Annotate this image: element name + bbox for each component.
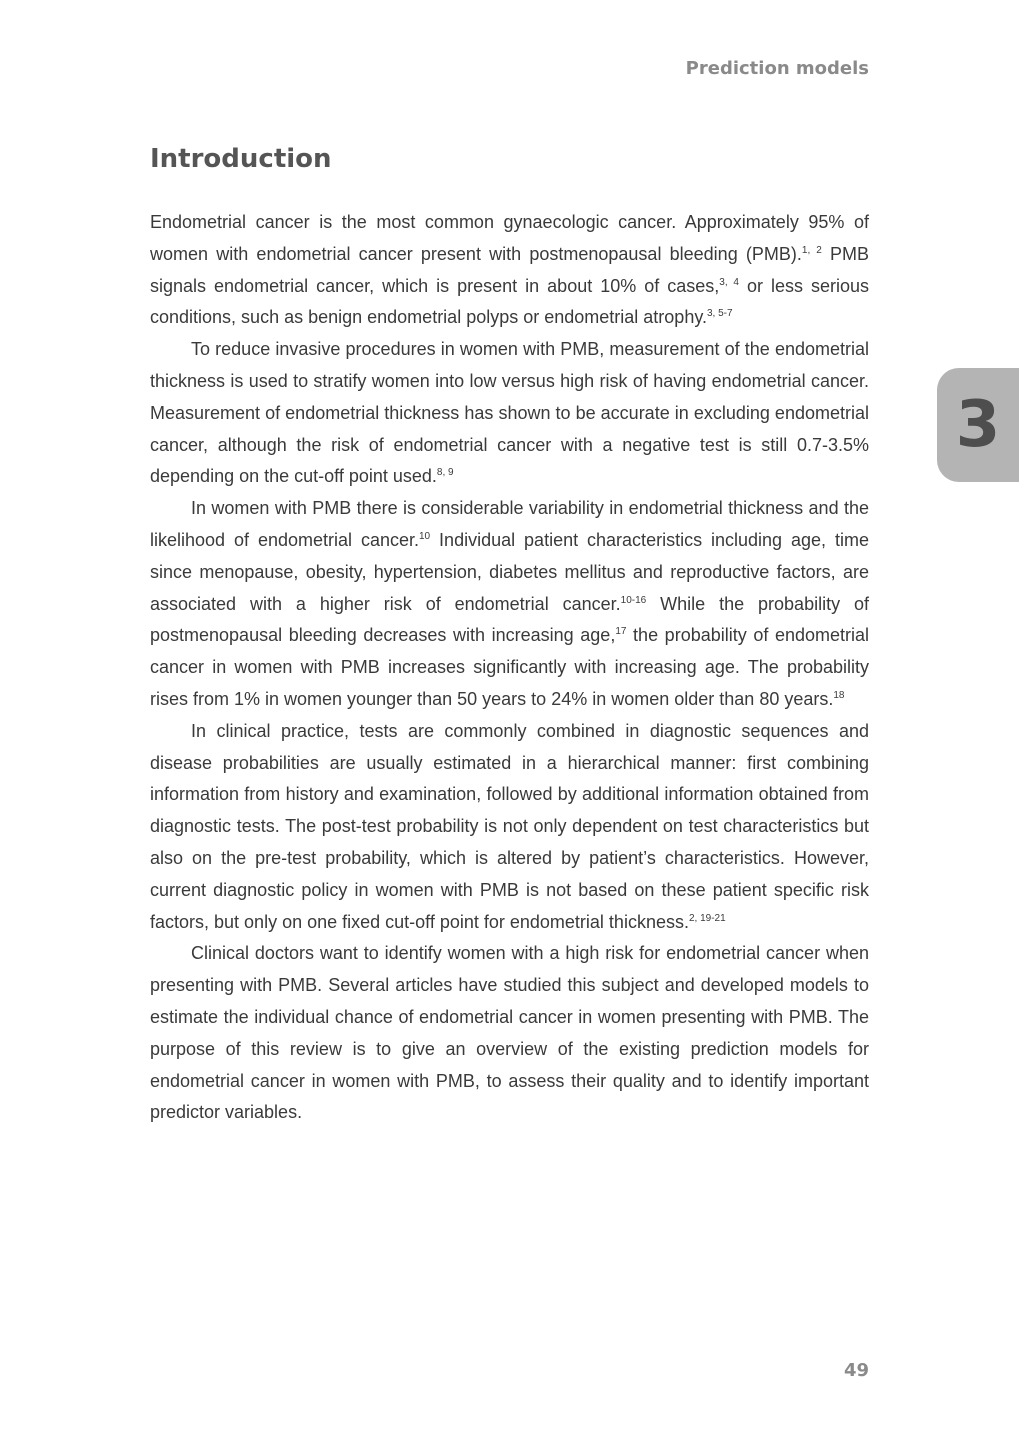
paragraph-1 [150, 207, 869, 334]
paragraph-5 [150, 938, 869, 1129]
paragraph-4 [150, 716, 869, 939]
page-content [150, 144, 869, 1129]
running-header: Prediction models [685, 58, 869, 79]
page-number: 49 [843, 1360, 869, 1381]
paragraph-2 [150, 334, 869, 493]
citation: 1, 2 [801, 244, 822, 256]
citation: 18 [833, 689, 845, 701]
text-segment: the probability of endometrial cancer in women with PMB increases significantly with increasing age. The probability rises from 1% in women younger than 50 years to 24% in women older than 80 years. [150, 625, 870, 709]
text-segment: In women with PMB there is considerable variability in endometrial thickness and the likelihood of endometrial cancer. [150, 498, 869, 550]
citation: 10 [418, 530, 431, 542]
text-segment: In clinical practice, tests are commonly combined in diagnostic sequences and disease probabilities are usually estimated in a hierarchical manner: first combining information from history and examination, followed by additional information obtained from diagnostic tests. The post-test probability is not only dependent on test characteristics but also on the pre-test probability, which is altered by patient’s characteristics. However, current diagnostic policy in women with PMB is not based on these patient specific risk factors, but only on one fixed cut-off point for endometrial thickness. [150, 720, 869, 932]
chapter-number: 3 [955, 388, 1001, 462]
text-segment: Endometrial cancer is the most common gynaecologic cancer. Approximately 95% of women with endometrial cancer present with postmenopausal bleeding (PMB). [150, 212, 869, 264]
citation: 17 [615, 626, 627, 638]
citation: 3, 4 [719, 276, 739, 288]
text-segment: While the probability of postmenopausal bleeding decreases with increasing age, [150, 593, 870, 646]
chapter-tab [937, 368, 1019, 482]
text-segment: To reduce invasive procedures in women with PMB, measurement of the endometrial thickness is used to stratify women into low versus high risk of having endometrial cancer. Measurement of endometrial thickness has shown to be accurate in excluding endometrial cancer, although the risk of endometrial cancer with a negative test is still 0.7-3.5% depending on the cut-off point used. [150, 339, 869, 487]
citation: 3, 5-7 [707, 308, 733, 320]
citation: 2, 19-21 [688, 912, 726, 924]
text-segment: PMB signals endometrial cancer, which is present in about 10% of cases, [150, 243, 870, 296]
citation: 10-16 [620, 594, 647, 606]
section-title: Introduction [150, 144, 332, 174]
citation: 8, 9 [436, 467, 454, 479]
text-segment: Individual patient characteristics including age, time since menopause, obesity, hypertension, diabetes mellitus and reproductive factors, are associated with a higher risk of endometrial cancer. [150, 529, 869, 614]
text-segment: Clinical doctors want to identify women with a high risk for endometrial cancer when presenting with PMB. Several articles have studied this subject and developed models to estimate the individual chance of endometrial cancer in women presenting with PMB. The purpose of this review is to give an overview of the existing prediction models for endometrial cancer in women with PMB, to assess their quality and to identify important predictor variables. [150, 943, 869, 1123]
paragraph-3 [150, 493, 869, 716]
text-segment: or less serious conditions, such as benign endometrial polyps or endometrial atrophy. [150, 275, 870, 328]
